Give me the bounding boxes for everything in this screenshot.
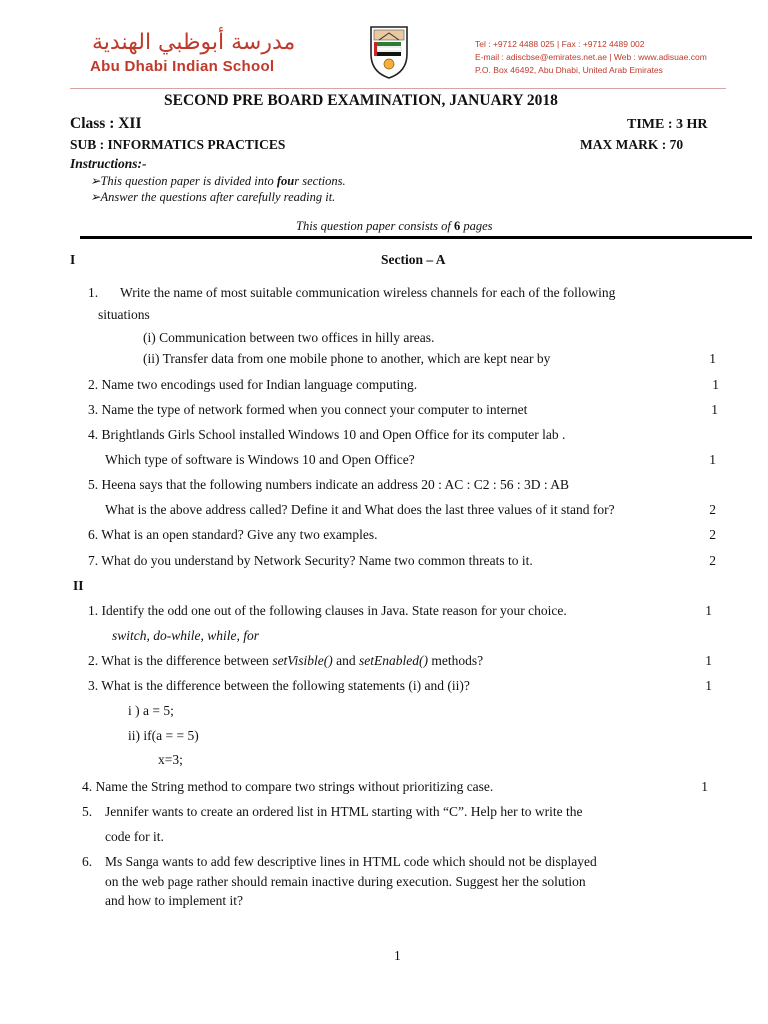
question-a2-mark: 1 — [712, 377, 719, 392]
question-a4-text-cont: Which type of software is Windows 10 and Open Office? — [105, 452, 415, 467]
section-a-roman: I — [70, 252, 76, 267]
question-b5-text-cont: code for it. — [105, 829, 164, 844]
question-b3-mark: 1 — [705, 678, 712, 693]
arrow-bullet-icon: ➢ — [90, 190, 101, 204]
section-b-roman: II — [73, 578, 84, 593]
question-a6-mark: 2 — [709, 527, 716, 542]
question-b2-mark: 1 — [705, 653, 712, 668]
question-a4-text: 4. Brightlands Girls School installed Windows 10 and Open Office for its computer lab . — [88, 427, 566, 442]
question-b3-stmt-ii: ii) if(a = = 5) — [128, 728, 199, 743]
question-b3-stmt-i: i ) a = 5; — [128, 703, 174, 718]
question-b4-mark: 1 — [701, 779, 708, 794]
question-a7-text: 7. What do you understand by Network Security? Name two common threats to it. — [88, 553, 533, 568]
contact-phone-fax: Tel : +9712 4488 025 | Fax : +9712 4489 002 — [475, 39, 645, 49]
question-a5-mark: 2 — [709, 502, 716, 517]
instruction-2: ➢Answer the questions after carefully reading it. — [90, 190, 336, 204]
question-b2-text: 2. What is the difference between setVisible() and setEnabled() methods? — [88, 653, 484, 668]
pages-divider — [80, 236, 752, 239]
question-b5-text: Jennifer wants to create an ordered list in HTML starting with “C”. Help her to write the — [105, 804, 583, 819]
question-a7-mark: 2 — [709, 553, 716, 568]
question-b6-number: 6. — [82, 854, 93, 869]
school-name-arabic: مدرسة أبوظبي الهندية — [92, 30, 296, 55]
question-b3-text: 3. What is the difference between the following statements (i) and (ii)? — [88, 678, 470, 693]
question-b6-text-cont1: on the web page rather should remain inactive during execution. Suggest her the solution — [105, 874, 586, 889]
header-divider — [70, 88, 726, 89]
question-b1-text: 1. Identify the odd one out of the following clauses in Java. State reason for your choice. — [88, 603, 567, 618]
subject-label: SUB : INFORMATICS PRACTICES — [70, 137, 286, 152]
question-b5-number: 5. — [82, 804, 93, 819]
class-label: Class : XII — [70, 115, 142, 132]
contact-address: P.O. Box 46492, Abu Dhabi, United Arab Emirates — [475, 65, 663, 75]
question-a3-text: 3. Name the type of network formed when you connect your computer to internet — [88, 402, 528, 417]
question-b4-text: 4. Name the String method to compare two strings without prioritizing case. — [82, 779, 494, 794]
question-a6-text: 6. What is an open standard? Give any two examples. — [88, 527, 378, 542]
school-name-english: Abu Dhabi Indian School — [90, 58, 275, 75]
question-a2-text: 2. Name two encodings used for Indian language computing. — [88, 377, 418, 392]
question-a3-mark: 1 — [711, 402, 718, 417]
instructions-label: Instructions:- — [70, 156, 147, 171]
question-a1-part-ii: (ii) Transfer data from one mobile phone to another, which are kept near by — [143, 351, 551, 366]
exam-title: SECOND PRE BOARD EXAMINATION, JANUARY 2018 — [164, 92, 558, 109]
question-a1-part-i: (i) Communication between two offices in hilly areas. — [143, 330, 435, 345]
question-b1-options: switch, do-while, while, for — [112, 628, 259, 643]
question-a4-mark: 1 — [709, 452, 716, 467]
question-a1-text: Write the name of most suitable communication wireless channels for each of the following — [120, 285, 616, 300]
contact-email-web: E-mail : adiscbse@emirates.net.ae | Web : www.adisuae.com — [475, 52, 707, 62]
school-crest-logo — [368, 24, 410, 80]
section-a-heading: Section – A — [381, 252, 446, 267]
page-number: 1 — [394, 948, 401, 963]
max-mark-label: MAX MARK : 70 — [580, 137, 684, 152]
arrow-bullet-icon: ➢ — [90, 174, 101, 188]
question-b3-stmt-ii-body: x=3; — [158, 752, 183, 767]
question-a5-text-cont: What is the above address called? Define it and What does the last three values of it stand for? — [105, 502, 615, 517]
pages-note: This question paper consists of 6 pages — [296, 219, 493, 233]
question-b1-mark: 1 — [705, 603, 712, 618]
question-a1-number: 1. — [88, 285, 99, 300]
time-label: TIME : 3 HR — [627, 117, 708, 132]
instruction-1: ➢This question paper is divided into four sections. — [90, 174, 346, 188]
question-a5-text: 5. Heena says that the following numbers indicate an address 20 : AC : C2 : 56 : 3D : AB — [88, 477, 570, 492]
question-b6-text: Ms Sanga wants to add few descriptive lines in HTML code which should not be displayed — [105, 854, 597, 869]
question-b6-text-cont2: and how to implement it? — [105, 893, 243, 908]
question-a1-text-cont: situations — [98, 307, 150, 322]
question-a1-mark: 1 — [709, 351, 716, 366]
